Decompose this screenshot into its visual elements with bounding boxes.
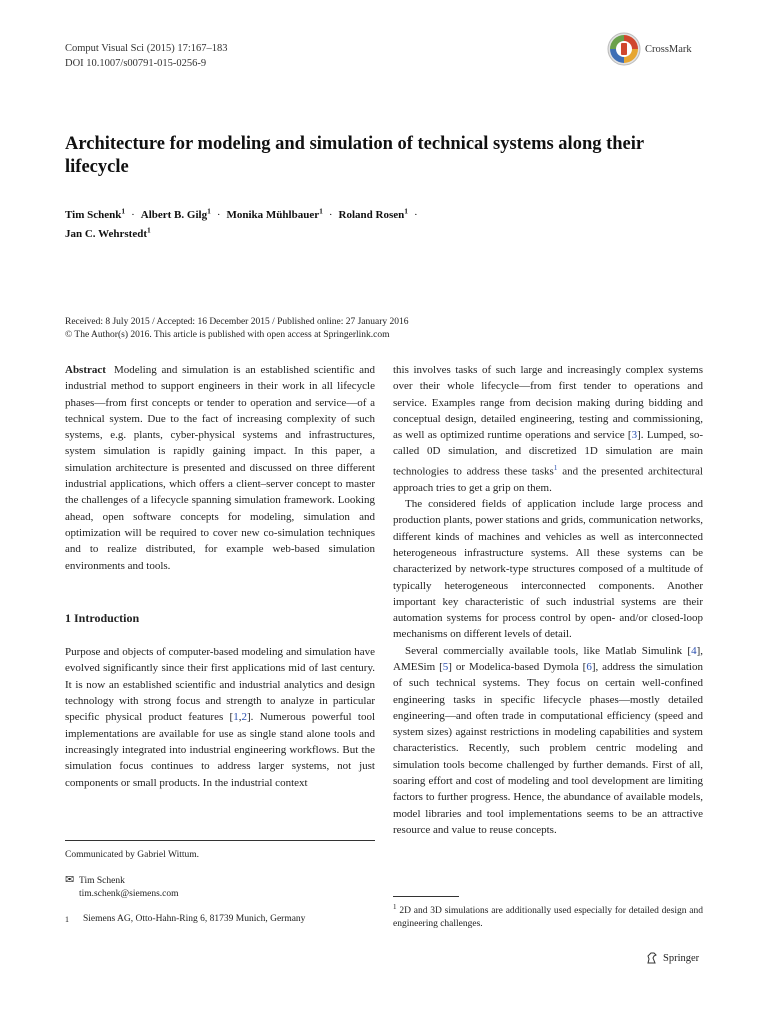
citation-link[interactable]: 1	[233, 711, 239, 724]
citation-link[interactable]: 6	[586, 661, 592, 673]
author[interactable]: Albert B. Gilg$^1$	[140, 206, 211, 221]
article-title: Architecture for modeling and simulation of technical systems along their lifecycle	[65, 134, 644, 177]
author-separator: ·	[328, 208, 333, 221]
abstract-text: Modeling and simulation is an established scientific and industrial method to support engineers in their work in all lifecycle phases—from first concepts or tender to operation and service—of a technical system. Due to the fact of increasing complexity of such systems, e.g. plants, cyber-physical systems and infrastructures, system simulation is rapidly gaining impact. In this paper, a simulation architecture is presented and discussed on three different industrial applications, which offers a client–server concept to master the challenges of a lifecycle spanning simulation framework. Looking ahead, open software concepts for modeling, simulation and optimization will be required to cover new co-simulation techniques and to realize distributed, for example web-based simulation environments and tools.	[65, 364, 375, 572]
author[interactable]: Roland Rosen$^1$	[338, 206, 408, 221]
affiliation-text: Siemens AG, Otto-Hahn-Ring 6, 81739 Munich, Germany	[83, 914, 306, 924]
crossmark-badge[interactable]	[607, 30, 717, 68]
contact-name: Tim Schenk	[79, 876, 125, 886]
publication-history	[65, 316, 685, 342]
footer-divider	[65, 840, 375, 841]
affiliation	[65, 913, 305, 926]
publisher-label: Springer	[663, 952, 700, 964]
intro-paragraph: Purpose and objects of computer-based modeling and simulation have evolved significantly since their first applications mid of last century. It is now an established scientific and industrial analytics and design technology with strong focus and strength to analyze in particular specific physical product features [1,2]. Numerous powerful tool implementations are available for use as single stand alone tools and increasingly integrated into industrial engineering workflows. But the simulation focus continues to address larger systems, not just components or small products. In the industrial context	[65, 646, 376, 789]
footnote-number: 1	[393, 903, 397, 911]
footnote-marker[interactable]: 1	[553, 462, 558, 472]
body-paragraph: The considered fields of application include large process and production plants, power stations and grids, communication networks, different kinds of machines and vehicles as well as interconnected heterogeneous infrastructure systems. All these systems can be characterized by network-type structures composed of a multitude of typically heterogeneous interconnected components. Another important key characteristic of such industrial systems are their automation systems for process control by open- and/or closed-loop mechanisms on different levels of detail.	[393, 498, 703, 641]
right-column	[393, 362, 703, 838]
affiliation-number: 1	[65, 915, 69, 924]
body-paragraph: this involves tasks of such large and increasingly complex systems over their whole lifecycle—from first tender to operations and service. Examples range from decision making during bidding and conceptual design, detailed engineering, testing and commissioning, as well as optimized runtime operations and service [3]. Lumped, so-called 0D simulation, and discretized 1D simulation are main technologies to address these tasks$^1$ and the presented architectural approach tries to get a grip on them.	[393, 364, 704, 494]
left-column	[65, 362, 375, 791]
copyright-line: © The Author(s) 2016. This article is published with open access at Springerlink.com	[65, 330, 390, 340]
author-list	[65, 203, 685, 242]
crossmark-label: CrossMark	[645, 43, 692, 55]
section-heading: 1 Introduction	[65, 610, 140, 625]
publisher-logo	[645, 951, 699, 965]
doi[interactable]: DOI 10.1007/s00791-015-0256-9	[65, 58, 207, 69]
author-separator: ·	[131, 208, 135, 221]
citation-link[interactable]: 4	[691, 644, 697, 657]
crossmark-icon	[607, 32, 641, 66]
author[interactable]: Monika Mühlbauer$^1$	[226, 206, 323, 221]
journal-reference	[65, 41, 228, 71]
envelope-icon: ✉	[65, 874, 75, 886]
citation-link[interactable]: 3	[631, 429, 638, 442]
communicated-by: Communicated by Gabriel Wittum.	[65, 850, 200, 860]
abstract-label: Abstract	[65, 364, 106, 376]
body-paragraph: Several commercially available tools, like Matlab Simulink [4], AMESim [5] or Modelica-based Dymola [6], address the simulation of such technical systems. They focus on certain well-confined engineering tasks in specific lifecycle phases—mostly detailed engineering—and often trade in computational efficiency (speed and system sizes) against restrictions in modeling capabilities and system characteristics. Recently, such problem centric modeling and simulation tools become challenged by further demands. First of all, soaring effort and cost of modeling and tool development are limiting factors to further progress. Hence, the abundance of available models, model libraries and tool implementations seems to be an attractive resource and value to reuse concepts.	[393, 644, 703, 836]
footnote-text: 2D and 3D simulations are additionally used especially for detailed design and engineering challenges.	[393, 906, 703, 930]
author[interactable]: Tim Schenk$^1$	[65, 206, 126, 221]
author-separator: ·	[414, 208, 418, 221]
corresponding-author	[65, 874, 179, 901]
contact-email[interactable]: tim.schenk@siemens.com	[79, 889, 179, 899]
abstract	[65, 362, 375, 574]
citation-link[interactable]: 5	[442, 661, 449, 673]
journal-citation: Comput Visual Sci (2015) 17:167–183	[65, 43, 228, 54]
citation-link[interactable]: 2	[241, 711, 247, 724]
author[interactable]: Jan C. Wehrstedt$^1$	[65, 225, 151, 241]
footnote-divider	[393, 896, 459, 897]
footnote	[393, 901, 703, 931]
history-dates: Received: 8 July 2015 / Accepted: 16 December 2015 / Published online: 27 January 2016	[65, 317, 409, 327]
springer-horse-icon	[645, 951, 659, 965]
author-separator: ·	[216, 208, 221, 221]
